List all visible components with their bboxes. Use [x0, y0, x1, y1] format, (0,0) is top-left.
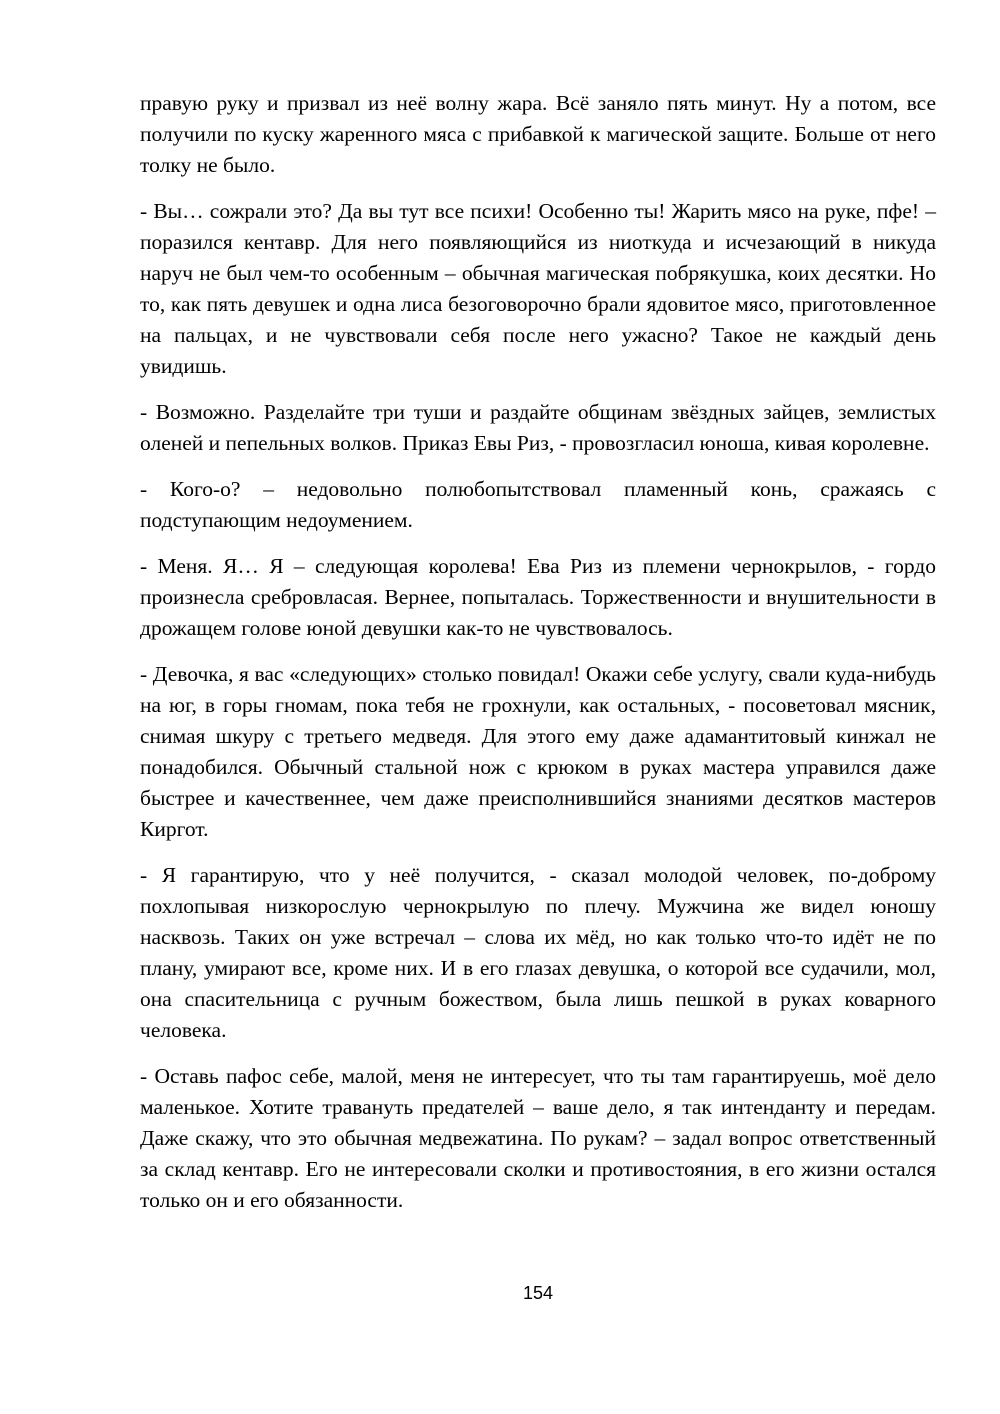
paragraph: - Я гарантирую, что у неё получится, - сказал молодой человек, по-доброму похлопывая низкорослую чернокрылую по плечу. Мужчина же видел юношу насквозь. Таких он уже встречал – слова их мёд, но как только что-то идёт не по плану, умирают все, кроме них. И в его глазах девушка, о которой все судачили, мол, она спасительница с ручным божеством, была лишь пешкой в руках коварного человека.: [140, 863, 936, 1042]
paragraph: - Девочка, я вас «следующих» столько повидал! Окажи себе услугу, свали куда-нибудь на юг, в горы гномам, пока тебя не грохнули, как остальных, - посоветовал мясник, снимая шкуру с третьего медведя. Для этого ему даже адамантитовый кинжал не понадобился. Обычный стальной нож с крюком в руках мастера управился даже быстрее и качественнее, чем даже преисполнившийся знаниями десятков мастеров Киргот.: [140, 662, 936, 841]
page-number: 154: [522, 1283, 554, 1303]
paragraph: правую руку и призвал из неё волну жара. Всё заняло пять минут. Ну а потом, все получили по куску жаренного мяса с прибавкой к магической защите. Больше от него толку не было.: [140, 91, 936, 177]
paragraph: - Кого-о? – недовольно полюбопытствовал пламенный конь, сражаясь с подступающим недоумением.: [140, 477, 936, 532]
text-block: [140, 88, 936, 1231]
paragraph: - Вы… сожрали это? Да вы тут все психи! Особенно ты! Жарить мясо на руке, пфе! – поразился кентавр. Для него появляющийся из ниоткуда и исчезающий в никуда наруч не был чем-то особенным – обычная магическая побрякушка, коих десятки. Но то, как пять девушек и одна лиса безоговорочно брали ядовитое мясо, приготовленное на пальцах, и не чувствовали себя после него ужасно? Такое не каждый день увидишь.: [140, 199, 936, 378]
paragraph: - Возможно. Разделайте три туши и раздайте общинам звёздных зайцев, землистых оленей и пепельных волков. Приказ Евы Риз, - провозгласил юноша, кивая королевне.: [140, 400, 936, 455]
paragraph: - Меня. Я… Я – следующая королева! Ева Риз из племени чернокрылов, - гордо произнесла сребровласая. Вернее, попыталась. Торжественности и внушительности в дрожащем голове юной девушки как-то не чувствовалось.: [140, 554, 936, 640]
paragraph: - Оставь пафос себе, малой, меня не интересует, что ты там гарантируешь, моё дело маленькое. Хотите травануть предателей – ваше дело, я так интенданту и передам. Даже скажу, что это обычная медвежатина. По рукам? – задал вопрос ответственный за склад кентавр. Его не интересовали сколки и противостояния, в его жизни остался только он и его обязанности.: [140, 1064, 936, 1212]
